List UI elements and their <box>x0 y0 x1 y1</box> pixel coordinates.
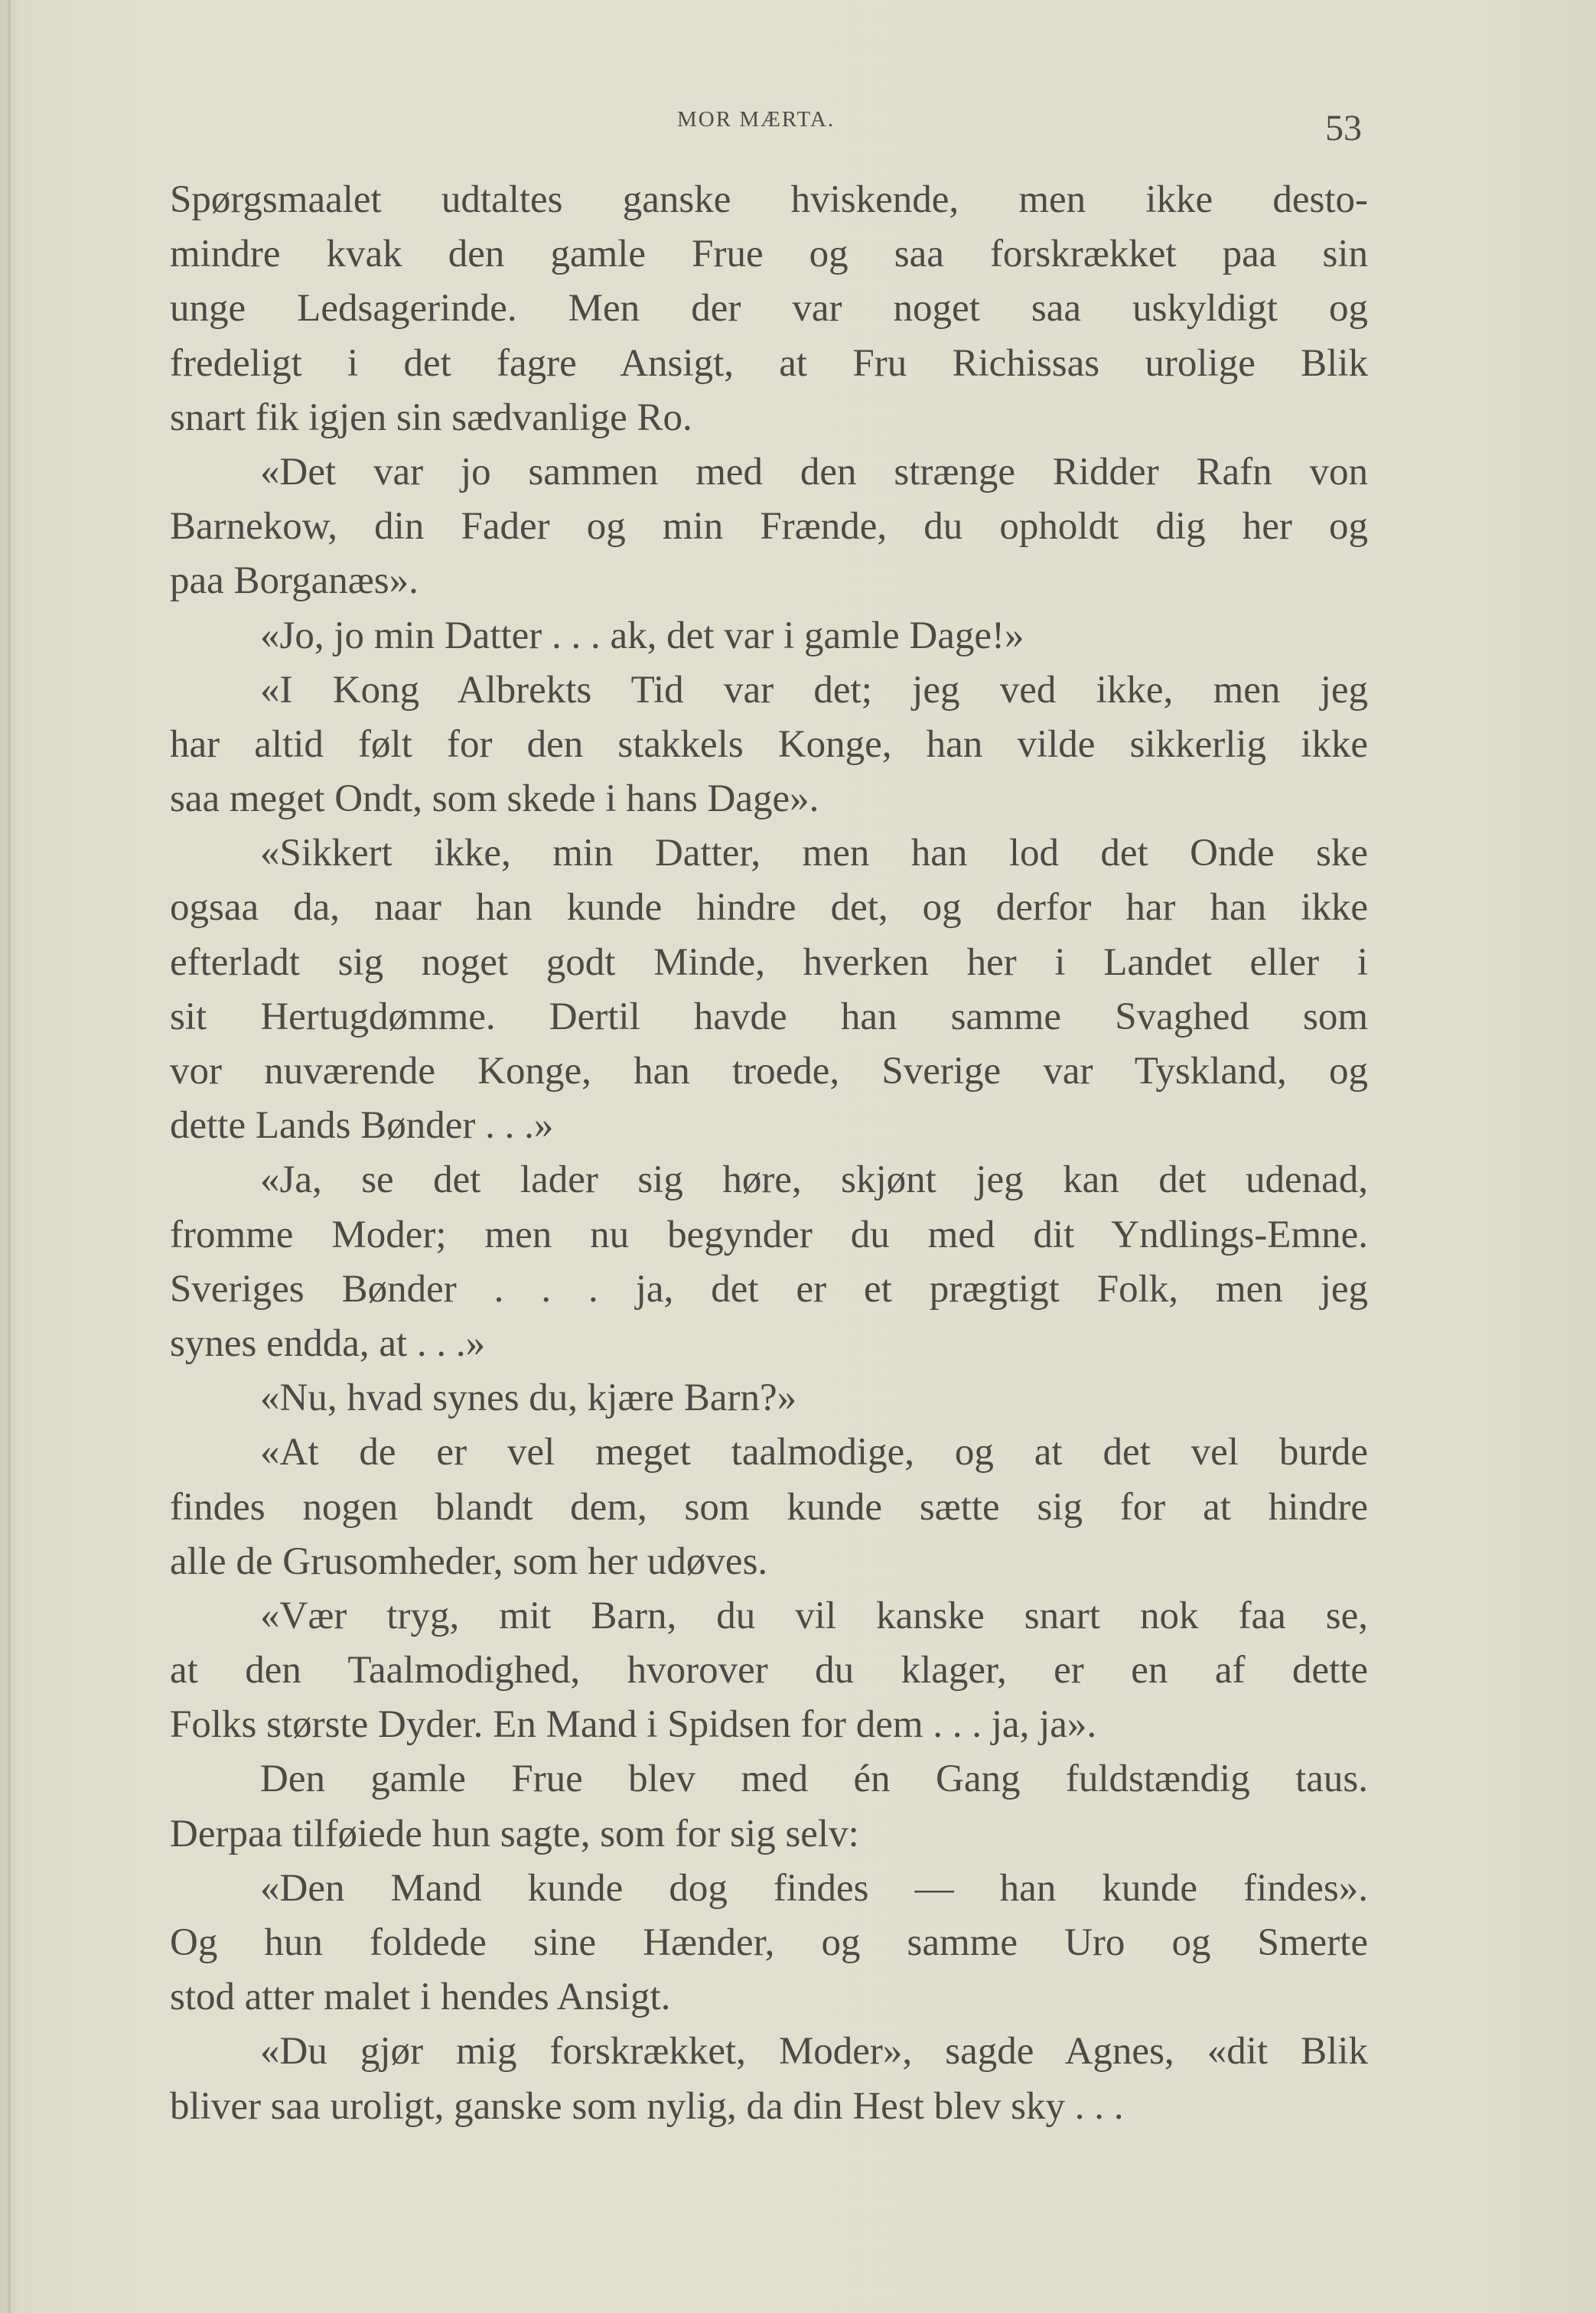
text-line: «Du gjør mig forskrækket, Moder», sagde Agnes, «dit Blik <box>260 2030 1368 2074</box>
text-line: synes endda, at . . .» <box>170 1321 486 1365</box>
text-line: «Ja, se det lader sig høre, skjønt jeg kan det udenad, <box>260 1158 1368 1202</box>
text-line: snart fik igjen sin sædvanlige Ro. <box>170 396 692 439</box>
paragraph <box>170 1589 1368 1753</box>
text-line: har altid følt for den stakkels Konge, han vilde sikkerlig ikke <box>170 722 1368 766</box>
paragraph <box>170 445 1368 609</box>
paragraph <box>170 1153 1368 1371</box>
text-line: bliver saa uroligt, ganske som nylig, da din Hest blev sky . . . <box>170 2084 1124 2128</box>
running-title: MOR MÆRTA. <box>677 107 835 132</box>
paragraph <box>170 2025 1368 2133</box>
paragraph <box>170 1862 1368 2025</box>
text-line: Barnekow, din Fader og min Frænde, du opholdt dig her og <box>170 505 1368 549</box>
text-line: «Det var jo sammen med den strænge Ridder Rafn von <box>260 450 1368 494</box>
text-line: unge Ledsagerinde. Men der var noget saa uskyldigt og <box>170 287 1368 331</box>
text-line: ogsaa da, naar han kunde hindre det, og derfor har han ikke <box>170 886 1368 930</box>
text-line: «At de er vel meget taalmodige, og at det vel burde <box>260 1431 1368 1474</box>
paragraph <box>170 826 1368 1153</box>
text-line: fromme Moder; men nu begynder du med dit Yndlings-Emne. <box>170 1213 1368 1256</box>
paragraph <box>170 609 1368 663</box>
text-line: dette Lands Bønder . . .» <box>170 1104 554 1148</box>
text-line: Den gamle Frue blev med én Gang fuldstændig taus. <box>260 1758 1368 1801</box>
page-binding-edge <box>8 0 11 2313</box>
text-line: alle de Grusomheder, som her udøves. <box>170 1539 768 1583</box>
text-line: saa meget Ondt, som skede i hans Dage». <box>170 777 819 821</box>
text-line: Folks største Dyder. En Mand i Spidsen for dem . . . ja, ja». <box>170 1703 1097 1747</box>
text-line: at den Taalmodighed, hvorover du klager, er en af dette <box>170 1649 1368 1692</box>
text-line: paa Borganæs». <box>170 559 419 603</box>
text-line: findes nogen blandt dem, som kunde sætte sig for at hindre <box>170 1485 1368 1529</box>
text-line: sit Hertugdømme. Dertil havde han samme Svaghed som <box>170 995 1368 1038</box>
paragraph <box>170 1425 1368 1589</box>
text-line: Derpaa tilføiede hun sagte, som for sig selv: <box>170 1812 859 1855</box>
page-number: 53 <box>1325 108 1362 148</box>
text-line: «Sikkert ikke, min Datter, men han lod det Onde ske <box>260 832 1368 875</box>
text-line: «Jo, jo min Datter . . . ak, det var i gamle Dage!» <box>260 614 1024 657</box>
text-line: fredeligt i det fagre Ansigt, at Fru Richissas urolige Blik <box>170 341 1368 385</box>
paragraph <box>170 1371 1368 1425</box>
body-text <box>170 173 1368 2134</box>
text-line: Spørgsmaalet udtaltes ganske hviskende, men ikke desto- <box>170 178 1368 221</box>
text-line: «Den Mand kunde dog findes — han kunde findes». <box>260 1866 1368 1910</box>
text-line: «I Kong Albrekts Tid var det; jeg ved ikke, men jeg <box>260 668 1368 712</box>
text-line: Og hun foldede sine Hænder, og samme Uro og Smerte <box>170 1921 1368 1964</box>
text-line: «Vær tryg, mit Barn, du vil kanske snart nok faa se, <box>260 1594 1368 1637</box>
paragraph <box>170 663 1368 827</box>
text-line: Sveriges Bønder . . . ja, det er et prægtigt Folk, men jeg <box>170 1267 1368 1311</box>
text-line: «Nu, hvad synes du, kjære Barn?» <box>260 1376 797 1420</box>
text-line: vor nuværende Konge, han troede, Sverige var Tyskland, og <box>170 1050 1368 1093</box>
paragraph <box>170 1752 1368 1861</box>
text-line: stod atter malet i hendes Ansigt. <box>170 1976 671 2019</box>
text-line: efterladt sig noget godt Minde, hverken her i Landet eller i <box>170 940 1368 984</box>
paragraph <box>170 173 1368 445</box>
text-line: mindre kvak den gamle Frue og saa forskrækket paa sin <box>170 233 1368 276</box>
